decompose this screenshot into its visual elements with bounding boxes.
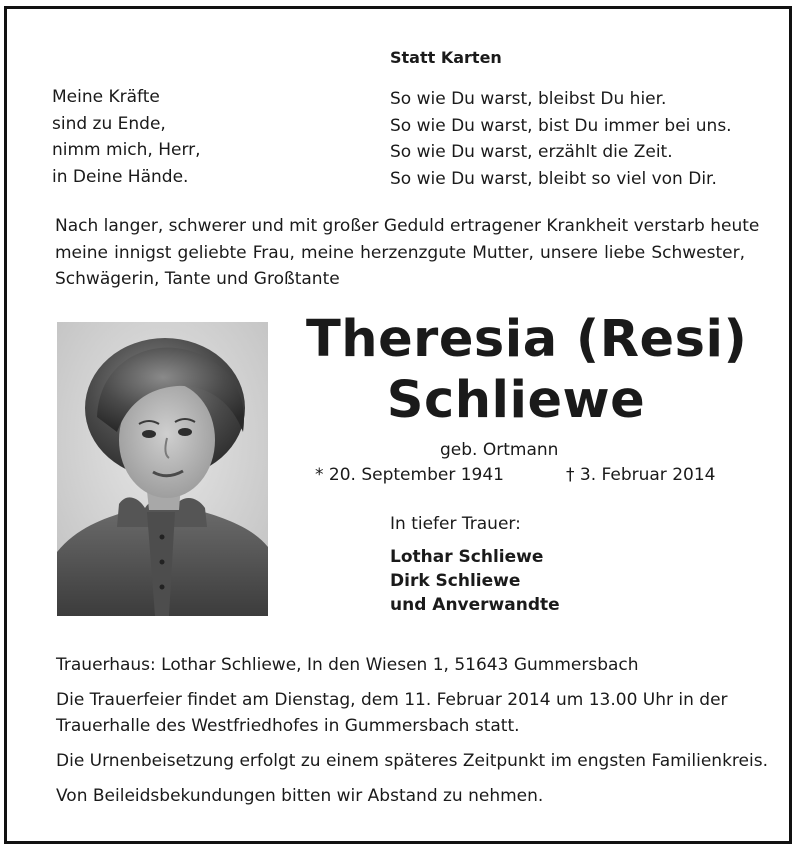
intro-paragraph [55,213,760,293]
poem-right-line: So wie Du warst, bleibt so viel von Dir. [390,168,717,189]
poem-right-line: So wie Du warst, bist Du immer bei uns. [390,115,732,136]
mourners-list [390,545,560,617]
poem-right-line: So wie Du warst, bleibst Du hier. [390,89,667,109]
deceased-last-name: Schliewe [386,371,646,430]
urn-burial-info: Die Urnenbeisetzung erfolgt zu einem späteres Zeitpunkt im engsten Familienkreis. [56,751,768,771]
poem-left-line: in Deine Hände. [52,166,189,187]
mourner-name: Dirk Schliewe [390,571,521,591]
poem-left-line: Meine Kräfte [52,87,160,107]
poem-left-line: nimm mich, Herr, [52,140,201,160]
condolence-note: Von Beileidsbekundungen bitten wir Abstand zu nehmen. [56,786,544,806]
mourner-name: Lothar Schliewe [390,547,544,567]
intro-line: Nach langer, schwerer und mit großer Geduld ertragener Krankheit verstarb heute [55,216,760,236]
poem-right [390,86,732,192]
death-date: † 3. Februar 2014 [566,465,716,485]
birth-date: * 20. September 1941 [315,465,504,485]
funeral-home-address: Trauerhaus: Lothar Schliewe, In den Wiesen 1, 51643 Gummersbach [56,655,639,675]
mourner-name: und Anverwandte [390,595,560,615]
portrait-photo [57,322,268,616]
poem-left-line: sind zu Ende, [52,113,166,134]
maiden-name: geb. Ortmann [440,440,559,460]
mourning-label: In tiefer Trauer: [390,514,521,534]
intro-line: meine innigst geliebte Frau, meine herzenzgute Mutter, unsere liebe Schwester, [55,242,745,263]
footer-info [56,652,768,809]
poem-left [52,84,201,190]
intro-line: Schwägerin, Tante und Großtante [55,269,340,289]
ceremony-info-line: Die Trauerfeier findet am Dienstag, dem 11. Februar 2014 um 13.00 Uhr in der [56,690,728,710]
headline-statt-karten: Statt Karten [390,48,502,67]
deceased-first-name: Theresia (Resi) [306,310,748,369]
ceremony-info-line: Trauerhalle des Westfriedhofes in Gummersbach statt. [56,716,520,736]
poem-right-line: So wie Du warst, erzählt die Zeit. [390,142,673,162]
